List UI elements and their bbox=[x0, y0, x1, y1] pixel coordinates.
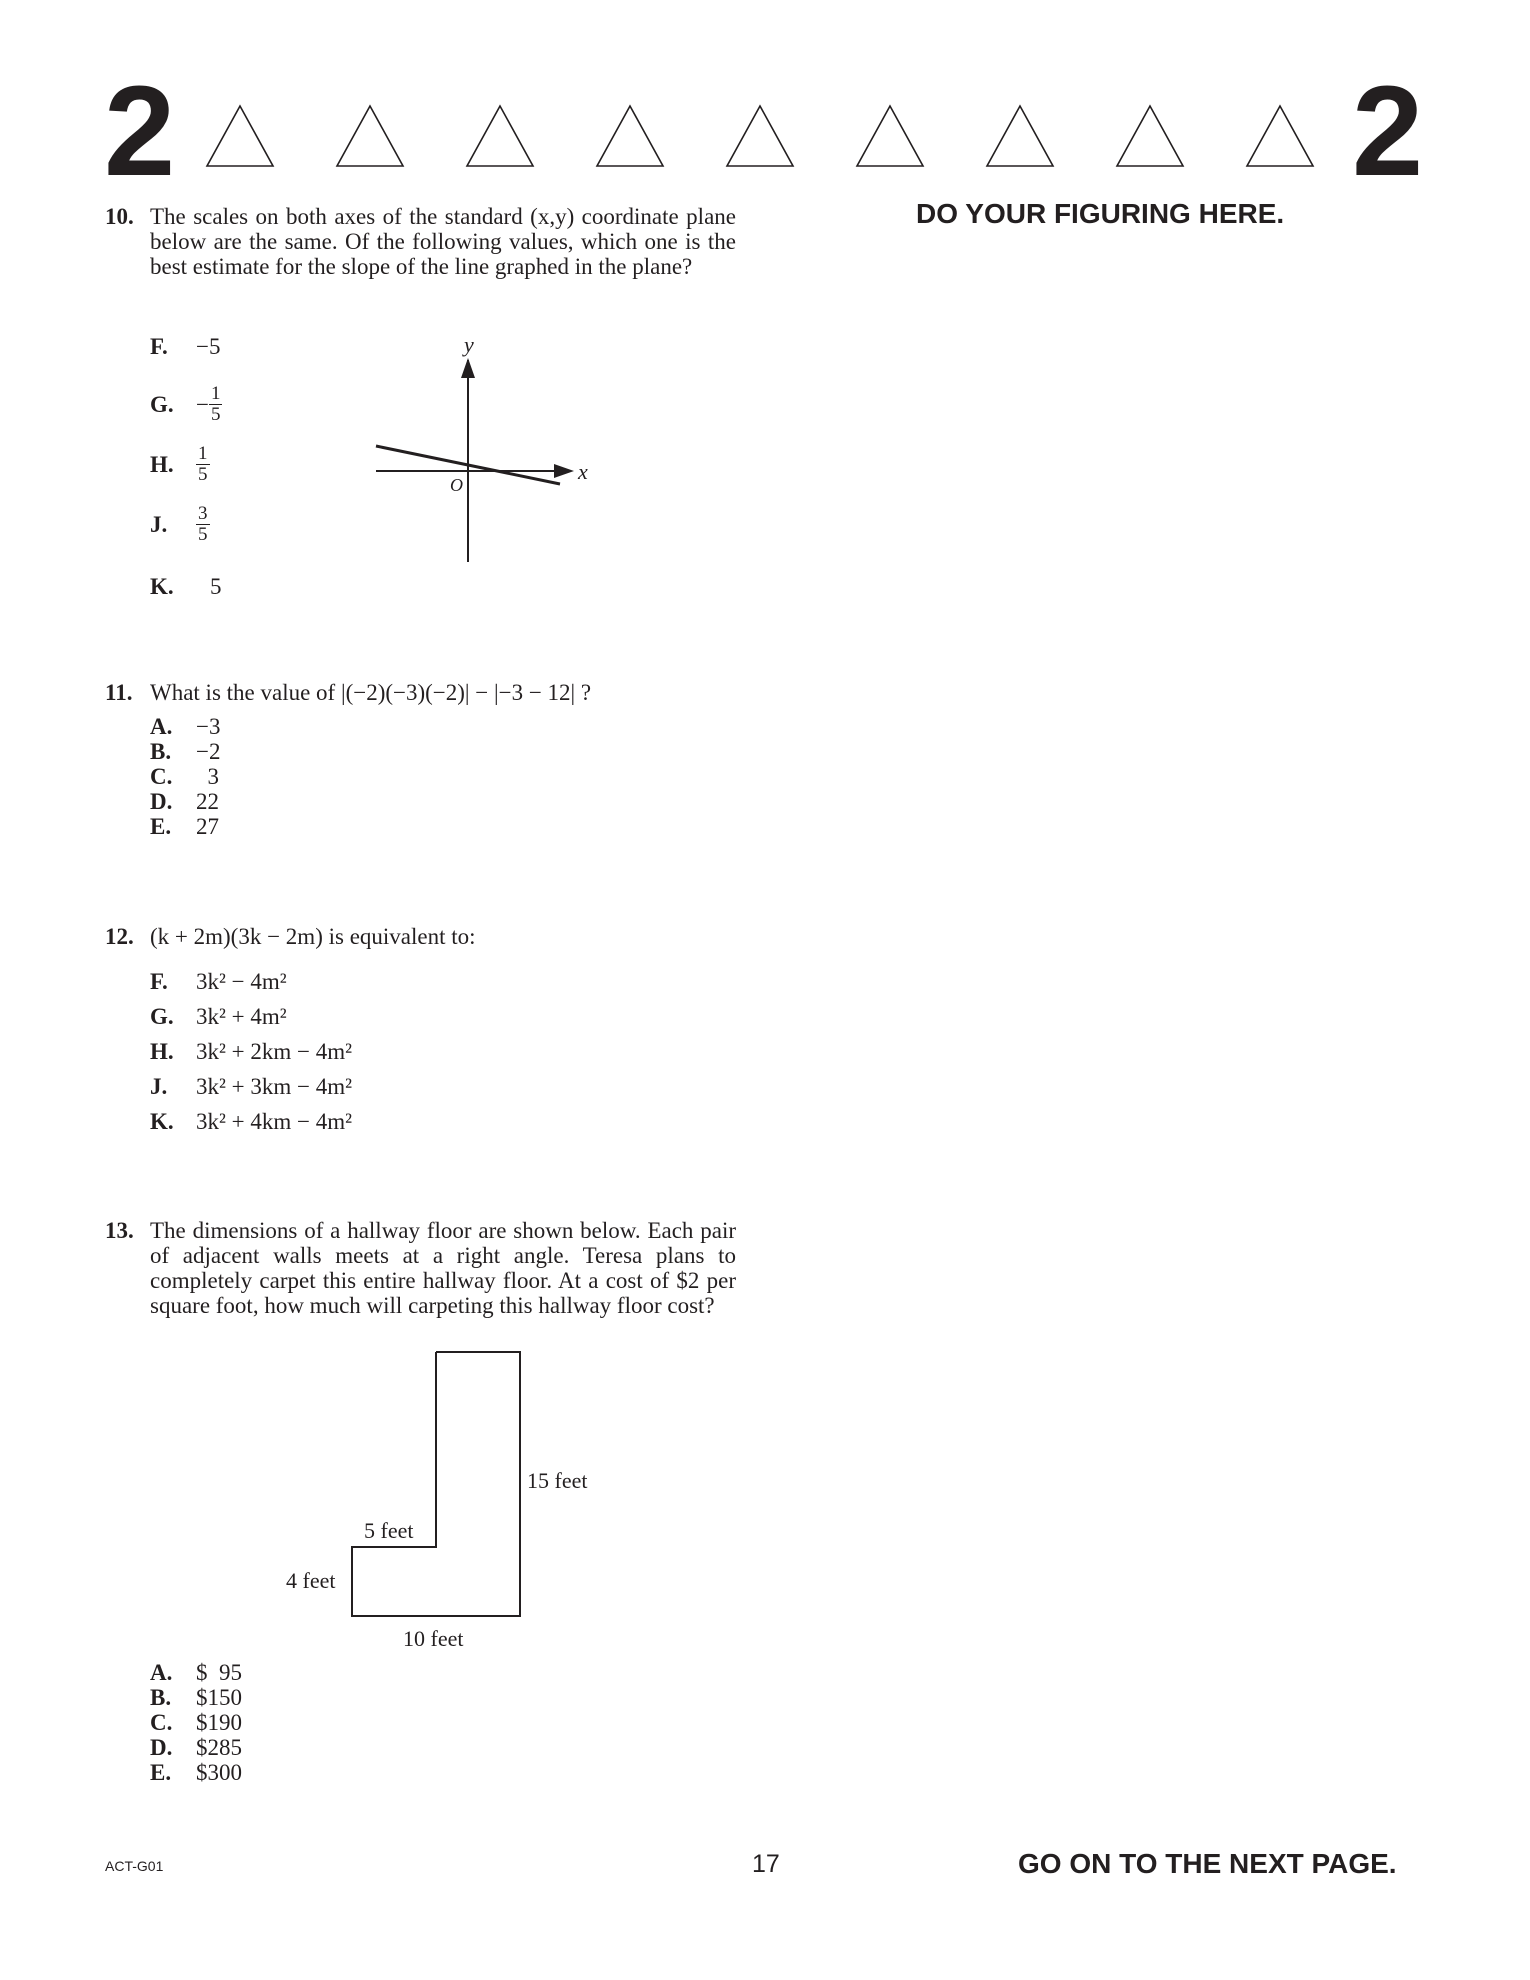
question-10-number: 10. bbox=[105, 204, 134, 229]
q12-option-h[interactable] bbox=[150, 1034, 352, 1069]
q12-option-g[interactable] bbox=[150, 999, 352, 1034]
origin-label: O bbox=[450, 475, 463, 495]
option-value: $285 bbox=[196, 1735, 242, 1760]
divider-triangle-icon bbox=[597, 106, 663, 166]
q13-options bbox=[150, 1660, 242, 1785]
option-value: 22 bbox=[196, 789, 219, 814]
y-axis-label: y bbox=[464, 332, 474, 357]
option-value: 3k² + 3km − 4m² bbox=[196, 1074, 353, 1099]
q12-option-j[interactable] bbox=[150, 1069, 352, 1104]
option-letter: K. bbox=[150, 574, 174, 599]
divider-triangle-icon bbox=[857, 106, 923, 166]
option-letter: C. bbox=[150, 1710, 173, 1735]
divider-triangle-icon bbox=[467, 106, 533, 166]
q11-option-e[interactable] bbox=[150, 814, 220, 839]
option-letter: K. bbox=[150, 1109, 174, 1134]
fraction bbox=[209, 384, 223, 425]
q12-options bbox=[150, 964, 352, 1139]
denominator: 5 bbox=[198, 524, 208, 545]
section-number-left: 2 bbox=[104, 60, 176, 203]
question-11-number: 11. bbox=[105, 680, 133, 705]
divider-triangle-icon bbox=[1247, 106, 1313, 166]
divider-triangle-icon bbox=[1117, 106, 1183, 166]
option-letter: D. bbox=[150, 789, 173, 814]
option-value: 3k² − 4m² bbox=[196, 969, 287, 994]
triangle-divider bbox=[0, 102, 1530, 182]
option-letter: J. bbox=[150, 512, 168, 537]
q12-option-f[interactable] bbox=[150, 964, 352, 999]
divider-triangle-icon bbox=[987, 106, 1053, 166]
option-letter: D. bbox=[150, 1735, 173, 1760]
q11-options bbox=[150, 714, 220, 839]
option-letter: F. bbox=[150, 969, 168, 994]
next-page-instruction: GO ON TO THE NEXT PAGE. bbox=[1018, 1848, 1397, 1879]
q12-option-k[interactable] bbox=[150, 1104, 352, 1139]
q13-option-b[interactable] bbox=[150, 1685, 242, 1710]
question-10-text: The scales on both axes of the standard (x,y) coordinate plane below are the same. Of the following values, which one is the best estimate for the slope of the line graphed in the plane? bbox=[150, 204, 736, 279]
hallway-outline bbox=[352, 1352, 520, 1616]
option-letter: C. bbox=[150, 764, 173, 789]
question-13-text: The dimensions of a hallway floor are shown below. Each pair of adjacent walls meets at a right angle. Teresa plans to completely carpet this entire hallway floor. At a cost of $2 per square foot, how much will carpeting this hallway floor cost? bbox=[150, 1218, 736, 1318]
option-value: −2 bbox=[196, 739, 221, 764]
hallway-floor-figure bbox=[270, 1350, 630, 1650]
option-value: 3k² + 2km − 4m² bbox=[196, 1039, 353, 1064]
page-number: 17 bbox=[752, 1850, 780, 1878]
q13-option-c[interactable] bbox=[150, 1710, 242, 1735]
divider-triangle-icon bbox=[727, 106, 793, 166]
divider-triangle-icon bbox=[207, 106, 273, 166]
option-value: 27 bbox=[196, 814, 219, 839]
option-letter: A. bbox=[150, 714, 173, 739]
dimension-top: 5 feet bbox=[364, 1518, 414, 1543]
option-letter: B. bbox=[150, 1685, 172, 1710]
figuring-label: DO YOUR FIGURING HERE. bbox=[916, 198, 1285, 229]
q10-option-f[interactable] bbox=[150, 334, 220, 359]
option-value: 5 bbox=[210, 574, 222, 599]
fraction bbox=[196, 444, 210, 485]
option-letter: H. bbox=[150, 452, 174, 477]
fraction bbox=[196, 504, 210, 545]
q10-option-j[interactable] bbox=[150, 504, 210, 545]
q11-option-a[interactable] bbox=[150, 714, 220, 739]
numerator: 3 bbox=[198, 503, 208, 524]
divider-triangle-icon bbox=[337, 106, 403, 166]
option-value: $ 95 bbox=[196, 1660, 242, 1685]
y-axis-arrow bbox=[461, 358, 475, 378]
test-form-code: ACT-G01 bbox=[105, 1858, 164, 1874]
q10-option-h[interactable] bbox=[150, 444, 210, 485]
q11-option-d[interactable] bbox=[150, 789, 220, 814]
option-letter: F. bbox=[150, 334, 168, 359]
option-letter: G. bbox=[150, 1004, 174, 1029]
dimension-bottom: 10 feet bbox=[403, 1626, 464, 1650]
question-11-text: What is the value of |(−2)(−3)(−2)| − |−3 − 12| ? bbox=[150, 680, 592, 705]
coordinate-plane-graph bbox=[360, 330, 610, 570]
option-sign: − bbox=[196, 392, 209, 417]
x-axis-label: x bbox=[578, 459, 588, 484]
option-value: $300 bbox=[196, 1760, 242, 1785]
option-value: 3k² + 4km − 4m² bbox=[196, 1109, 353, 1134]
option-letter: E. bbox=[150, 814, 172, 839]
option-value: $150 bbox=[196, 1685, 242, 1710]
q10-option-g[interactable] bbox=[150, 384, 222, 425]
option-value: −3 bbox=[196, 714, 221, 739]
option-value: $190 bbox=[196, 1710, 242, 1735]
dimension-right: 15 feet bbox=[527, 1468, 588, 1493]
option-letter: A. bbox=[150, 1660, 173, 1685]
option-letter: B. bbox=[150, 739, 172, 764]
question-13-number: 13. bbox=[105, 1218, 134, 1243]
option-value: 3 bbox=[196, 764, 219, 789]
q11-option-c[interactable] bbox=[150, 764, 220, 789]
x-axis-arrow bbox=[554, 464, 574, 478]
option-value: −5 bbox=[196, 334, 221, 359]
q10-option-k[interactable] bbox=[150, 574, 222, 599]
section-number-right: 2 bbox=[1352, 60, 1424, 203]
denominator: 5 bbox=[198, 464, 208, 485]
dimension-left: 4 feet bbox=[286, 1568, 336, 1593]
option-value: 3k² + 4m² bbox=[196, 1004, 287, 1029]
q13-option-a[interactable] bbox=[150, 1660, 242, 1685]
question-12-number: 12. bbox=[105, 924, 134, 949]
q13-option-e[interactable] bbox=[150, 1760, 242, 1785]
option-letter: H. bbox=[150, 1039, 174, 1064]
numerator: 1 bbox=[198, 443, 208, 464]
denominator: 5 bbox=[210, 404, 221, 425]
option-letter: J. bbox=[150, 1074, 168, 1099]
q11-option-b[interactable] bbox=[150, 739, 220, 764]
q13-option-d[interactable] bbox=[150, 1735, 242, 1760]
option-letter: G. bbox=[150, 392, 174, 417]
question-12-text: (k + 2m)(3k − 2m) is equivalent to: bbox=[150, 924, 476, 949]
numerator: 1 bbox=[210, 383, 221, 404]
option-letter: E. bbox=[150, 1760, 172, 1785]
